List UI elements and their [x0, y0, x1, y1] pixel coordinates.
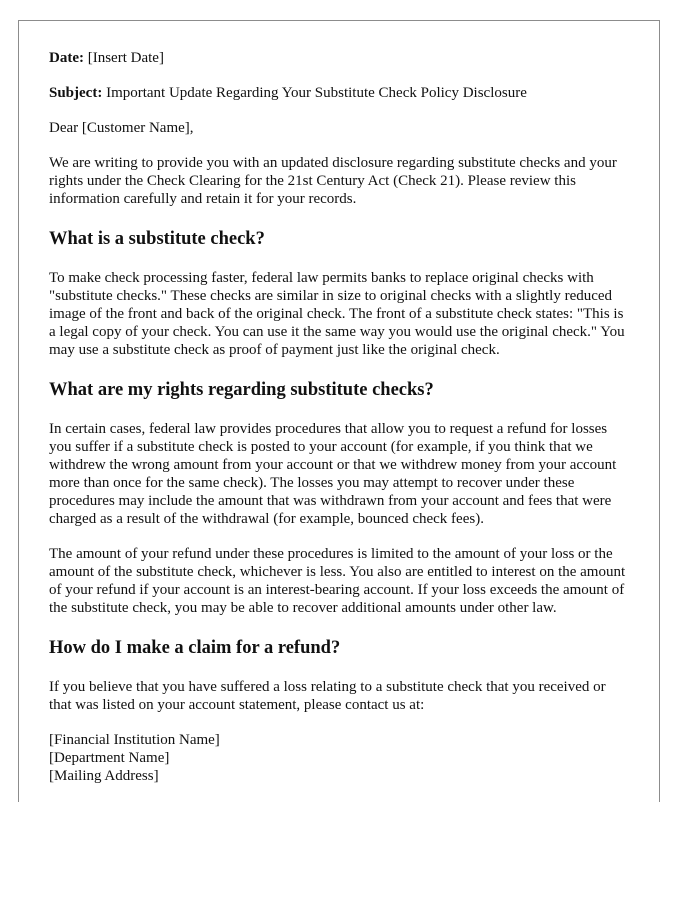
date-line: [49, 49, 629, 67]
letter-content: [19, 21, 659, 785]
address-line: [Department Name]: [49, 750, 170, 766]
section-paragraph: The amount of your refund under these procedures is limited to the amount of your loss or the amount of the substitute check, whichever is less. You also are entitled to interest on the amount of your refund if your account is an interest-bearing account. If your loss exceeds the amount of the substitute check, you may be able to recover additional amounts under other law.: [49, 546, 626, 616]
date-label: Date:: [49, 50, 84, 66]
section-paragraph: In certain cases, federal law provides procedures that allow you to request a refund for losses you suffer if a substitute check is posted to your account (for example, if you think that we withdrew the wrong amount from your account or that we withdrew money from your account more than once for the same check). The losses you may attempt to recover under these procedures may include the amount that was withdrawn from your account and fees that were charged as a result of the withdrawal (for example, bounced check fees).: [49, 421, 617, 527]
address-line: [Mailing Address]: [49, 768, 159, 784]
subject-line: [49, 84, 629, 102]
letter-page: [18, 20, 660, 802]
section-heading-rights: What are my rights regarding substitute checks?: [49, 380, 434, 400]
date-value: [Insert Date]: [87, 50, 164, 66]
section-paragraph: To make check processing faster, federal law permits banks to replace original checks with "substitute checks." These checks are similar in size to original checks with a slightly reduced image of the front and back of the original check. The front of a substitute check states: "This is a legal copy of your check. You can use it the same way you would use the original check." You may use a substitute check as proof of payment just like the original check.: [49, 270, 625, 358]
section-paragraph: If you believe that you have suffered a loss relating to a substitute check that you received or that was listed on your account statement, please contact us at:: [49, 679, 606, 713]
intro-paragraph: We are writing to provide you with an updated disclosure regarding substitute checks and your rights under the Check Clearing for the 21st Century Act (Check 21). Please review this information carefully and retain it for your records.: [49, 155, 617, 207]
subject-label: Subject:: [49, 85, 103, 101]
section-heading-substitute-check: What is a substitute check?: [49, 229, 265, 249]
section-heading-claim: How do I make a claim for a refund?: [49, 638, 341, 658]
subject-value: Important Update Regarding Your Substitute Check Policy Disclosure: [106, 85, 527, 101]
contact-address: [49, 731, 629, 785]
salutation: Dear [Customer Name],: [49, 120, 194, 136]
address-line: [Financial Institution Name]: [49, 732, 220, 748]
